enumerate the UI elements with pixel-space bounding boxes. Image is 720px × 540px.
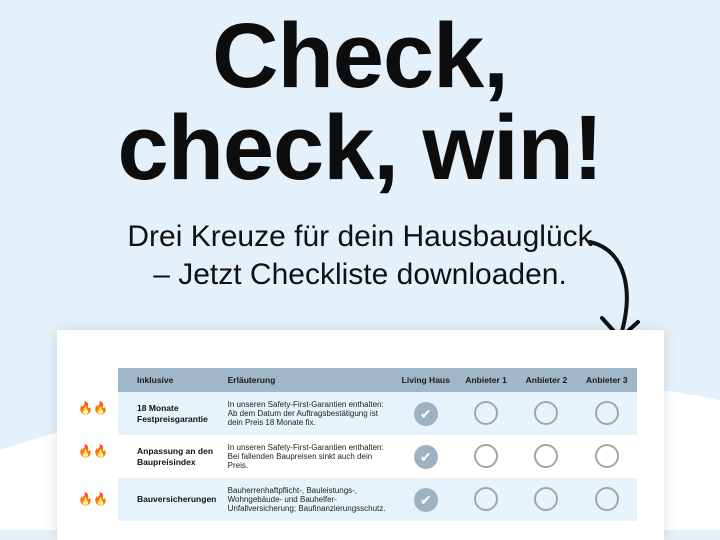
- table-row: [118, 435, 637, 478]
- checkmark-icon: ✔: [414, 402, 438, 426]
- subheadline: Drei Kreuze für dein Hausbauglück – Jetzt Checkliste downloaden.: [127, 220, 593, 291]
- checklist-card: [57, 330, 664, 540]
- table-row: [118, 478, 637, 521]
- empty-circle-checkbox[interactable]: [534, 401, 558, 425]
- table-row: [118, 392, 637, 435]
- row-explanation: Bauherrenhaftpflicht-, Bauleistungs-, Wohngebäude- und Bauhelfer-Unfallversicherung; Baufinanzierungsschutz.: [228, 478, 396, 521]
- empty-circle-checkbox[interactable]: [474, 487, 498, 511]
- header-anbieter-2: Anbieter 2: [516, 368, 576, 392]
- empty-circle-checkbox[interactable]: [534, 487, 558, 511]
- header-inklusive: Inklusive: [118, 368, 228, 392]
- empty-circle-checkbox[interactable]: [595, 487, 619, 511]
- comparison-table: [78, 368, 637, 521]
- empty-circle-checkbox[interactable]: [474, 401, 498, 425]
- headline: Check, check, win!: [117, 5, 603, 199]
- empty-circle-checkbox[interactable]: [595, 444, 619, 468]
- row-explanation: In unseren Safety-First-Garantien enthalten: Ab dem Datum der Auftragsbestätigung ist dein Preis 18 Monate fix.: [228, 392, 396, 435]
- checkmark-icon: ✔: [414, 488, 438, 512]
- empty-circle-checkbox[interactable]: [534, 444, 558, 468]
- row-title: 18 Monate Festpreisgarantie: [137, 402, 208, 424]
- checkmark-icon: ✔: [414, 445, 438, 469]
- arrow-down-icon: [560, 230, 650, 345]
- row-title: Bauversicherungen: [137, 494, 217, 504]
- header-erlaeuterung: Erläuterung: [228, 368, 396, 392]
- header-anbieter-3: Anbieter 3: [577, 368, 637, 392]
- empty-circle-checkbox[interactable]: [595, 401, 619, 425]
- fire-icon: 🔥🔥: [78, 492, 108, 506]
- fire-icon: 🔥🔥: [78, 443, 108, 458]
- header-anbieter-1: Anbieter 1: [456, 368, 516, 392]
- empty-circle-checkbox[interactable]: [474, 444, 498, 468]
- header-living-haus: Living Haus: [396, 368, 456, 392]
- row-title: Anpassung an den Baupreisindex: [137, 445, 214, 467]
- row-explanation: In unseren Safety-First-Garantien enthalten: Bei fallenden Baupreisen sinkt auch dein Preis.: [227, 443, 384, 470]
- fire-icon: 🔥🔥: [78, 400, 108, 415]
